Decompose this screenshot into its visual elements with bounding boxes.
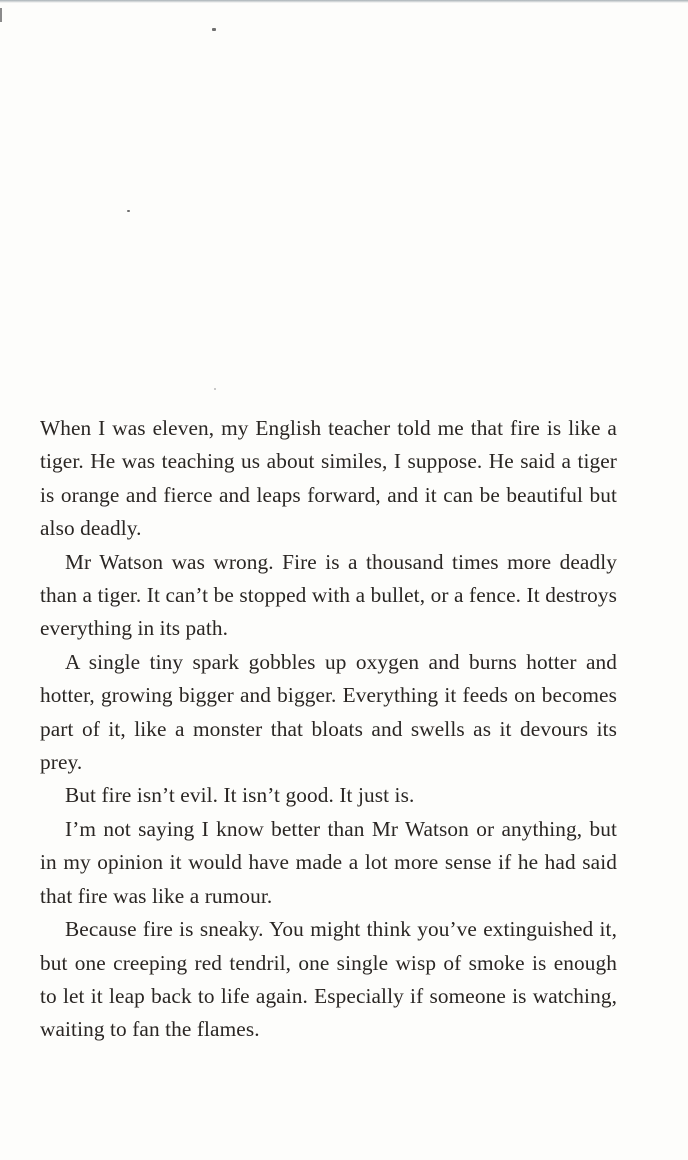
paragraph-6: Because fire is sneaky. You might think you’ve extinguished it, but one creeping red tendril, one single wisp of smoke is enough to let it leap back to life again. Especially if someone is watching, waiting to fan the flames. [40,917,617,1042]
paragraph-4: But fire isn’t evil. It isn’t good. It just is. [65,783,415,808]
scan-left-mark [0,8,2,22]
paragraph-2: Mr Watson was wrong. Fire is a thousand times more deadly than a tiger. It can’t be stopped with a bullet, or a fence. It destroys everything in its path. [40,549,617,641]
scan-speck [214,388,216,390]
paragraph-5: I’m not saying I know better than Mr Watson or anything, but in my opinion it would have made a lot more sense if he had said that fire was like a rumour. [40,816,617,908]
scan-speck [127,210,130,212]
scan-speck [212,28,216,31]
paragraph-3: A single tiny spark gobbles up oxygen and burns hotter and hotter, growing bigger and bigger. Everything it feeds on becomes part of it, like a monster that bloats and swells as it devours its prey. [40,649,617,775]
page-text [40,412,617,1047]
paragraph-1: When I was eleven, my English teacher told me that fire is like a tiger. He was teaching us about similes, I suppose. He said a tiger is orange and fierce and leaps forward, and it can be beautiful but also deadly. [40,416,617,541]
scan-top-edge [0,0,688,3]
